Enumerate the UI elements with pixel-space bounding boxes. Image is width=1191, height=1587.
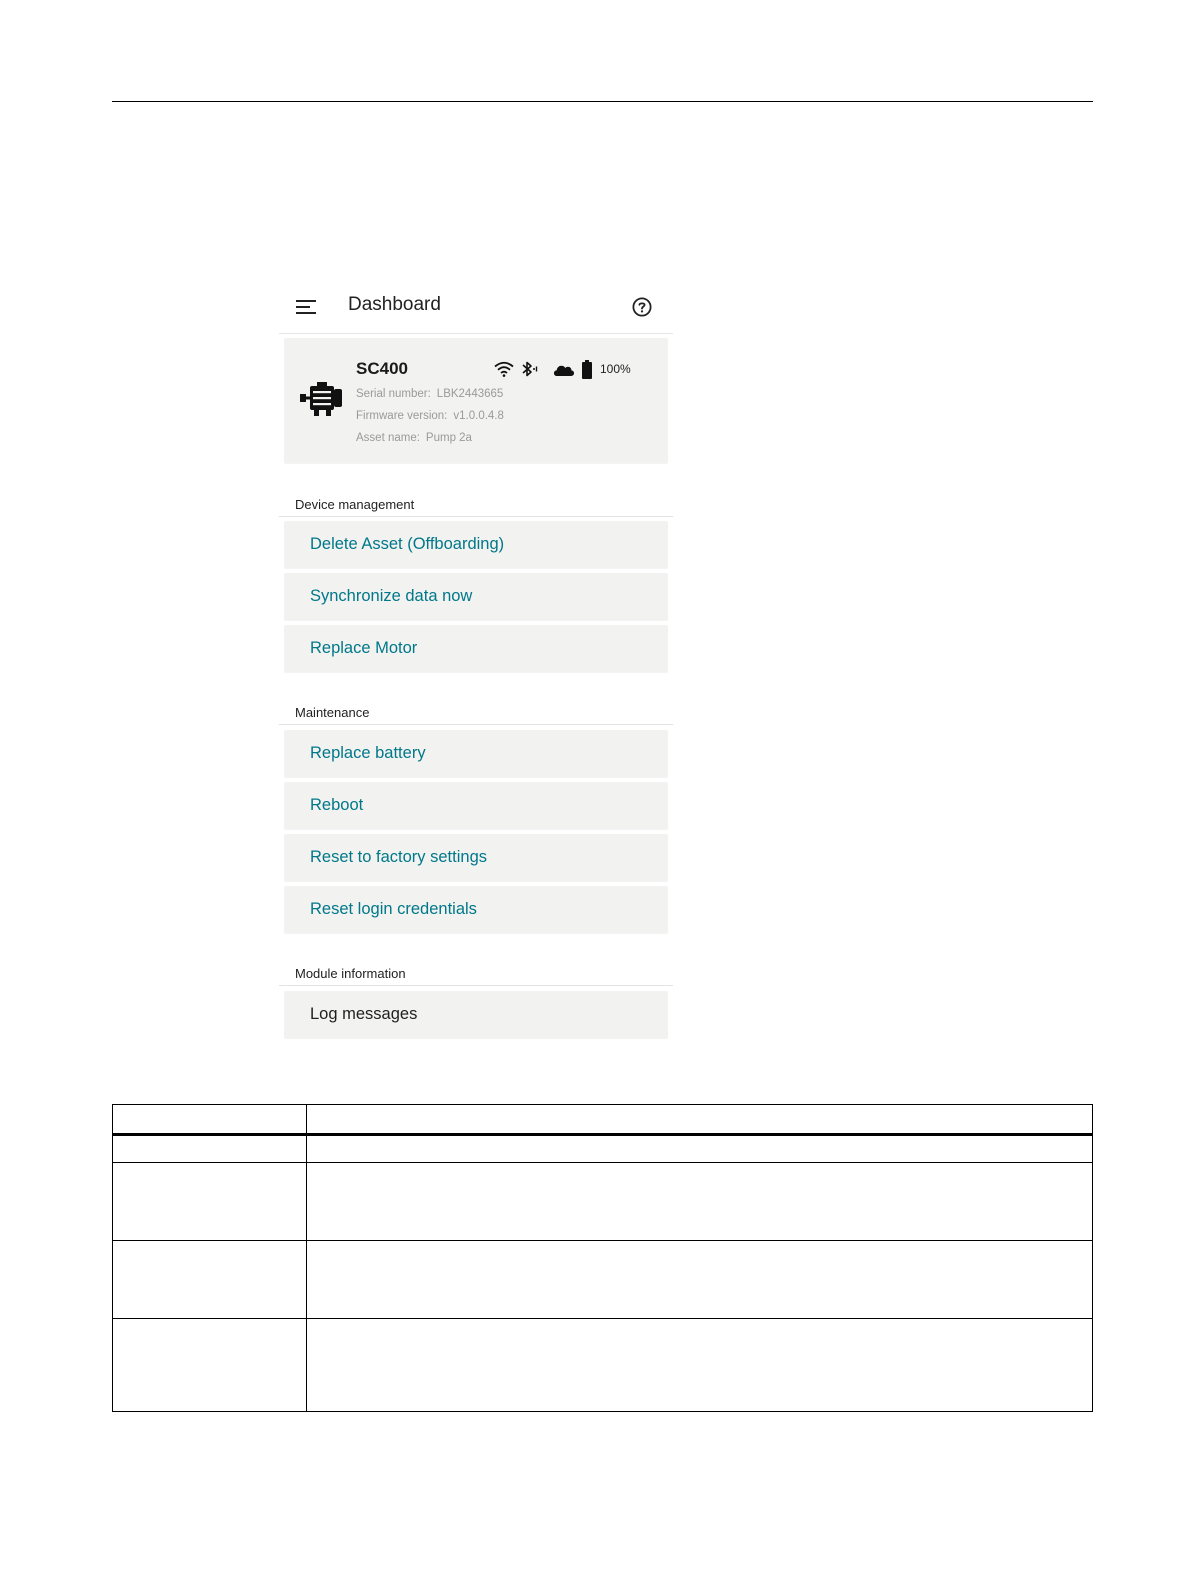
asset-name xyxy=(356,432,472,444)
table-row-divider xyxy=(113,1318,1092,1319)
section-divider xyxy=(279,985,673,986)
section-module-information: Module information xyxy=(295,966,406,981)
section-maintenance: Maintenance xyxy=(295,705,370,720)
battery-level: 100% xyxy=(600,362,631,376)
help-icon[interactable] xyxy=(632,297,652,317)
page-title: Dashboard xyxy=(348,294,441,315)
app-screenshot xyxy=(279,280,673,1048)
synchronize-data-button[interactable] xyxy=(284,573,668,620)
reboot-button[interactable] xyxy=(284,782,668,829)
document-table xyxy=(112,1104,1093,1412)
log-messages-button[interactable] xyxy=(284,991,668,1038)
wifi-icon xyxy=(494,361,514,377)
table-header-rule xyxy=(113,1133,1092,1136)
bluetooth-icon xyxy=(520,360,540,378)
app-bar xyxy=(279,280,673,334)
section-device-management: Device management xyxy=(295,497,415,512)
log-messages-label: Log messages xyxy=(310,1005,418,1023)
page-header-rule xyxy=(112,101,1093,102)
serial-value: LBK2443665 xyxy=(436,388,504,400)
serial-label: Serial number: xyxy=(356,388,431,400)
table-row-divider xyxy=(113,1240,1092,1241)
motor-icon xyxy=(300,382,344,418)
reset-login-label: Reset login credentials xyxy=(310,900,477,918)
battery-icon xyxy=(581,360,593,379)
table-column-divider xyxy=(306,1105,307,1411)
firmware-value: v1.0.0.4.8 xyxy=(453,410,504,422)
delete-asset-label: Delete Asset (Offboarding) xyxy=(310,535,505,553)
replace-motor-button[interactable] xyxy=(284,625,668,672)
reset-login-button[interactable] xyxy=(284,886,668,933)
menu-icon[interactable] xyxy=(296,297,318,317)
status-icons xyxy=(494,359,631,379)
section-divider xyxy=(279,516,673,517)
delete-asset-button[interactable] xyxy=(284,521,668,568)
table-row-divider xyxy=(113,1162,1092,1163)
asset-value: Pump 2a xyxy=(425,432,472,444)
cloud-icon xyxy=(552,361,576,377)
asset-label: Asset name: xyxy=(356,432,420,444)
replace-motor-label: Replace Motor xyxy=(310,639,418,657)
synchronize-data-label: Synchronize data now xyxy=(310,587,473,605)
firmware-label: Firmware version: xyxy=(356,410,448,422)
section-divider xyxy=(279,724,673,725)
replace-battery-button[interactable] xyxy=(284,730,668,777)
device-card[interactable] xyxy=(284,338,668,463)
serial-number xyxy=(356,388,503,400)
device-name: SC400 xyxy=(356,359,408,378)
reset-factory-label: Reset to factory settings xyxy=(310,848,487,866)
reset-factory-button[interactable] xyxy=(284,834,668,881)
reboot-label: Reboot xyxy=(310,796,364,814)
firmware-version xyxy=(356,410,504,422)
replace-battery-label: Replace battery xyxy=(310,744,426,762)
